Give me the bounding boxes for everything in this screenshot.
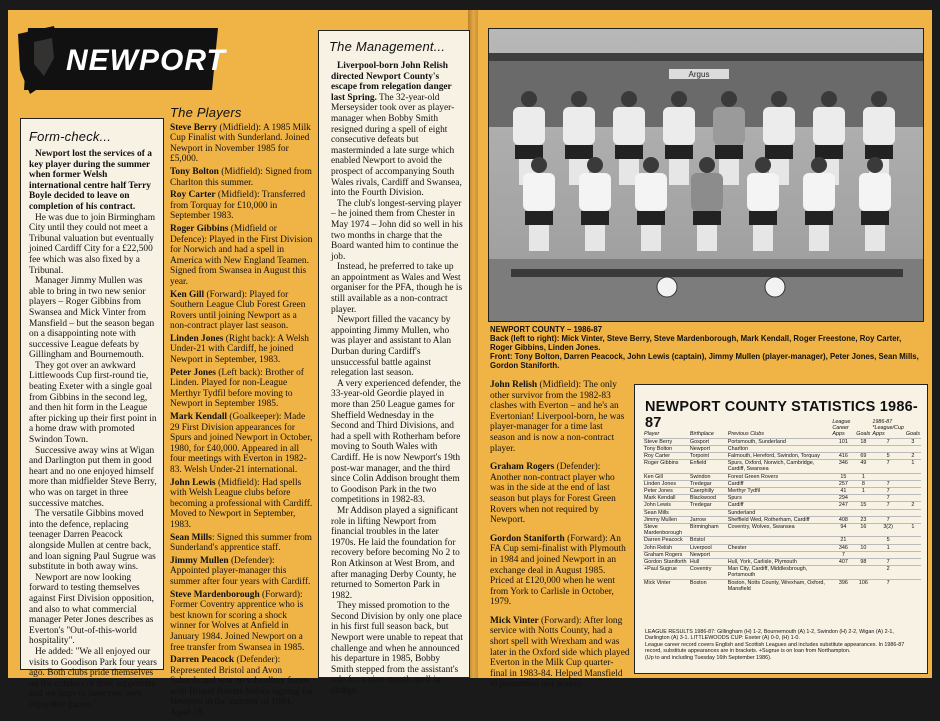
player-bio: (Forward): Former Coventry apprentice who is best known for scoring a shock winner for Wolves at Anfield in January 1984. Joined Newport on a free transfer from Swansea in 1985. [170,589,305,653]
player-name: Roy Carter [170,190,216,201]
player-bio: (Right back): A Welsh Under-21 with Cardiff, he joined Newport in September, 1983. [170,333,309,366]
cell-player: Peter Jones [643,488,689,495]
statistics-table [643,419,921,592]
players-column [170,105,314,721]
cell-birthplace: Boston [689,579,727,592]
cell-birthplace: Tredegar [689,502,727,509]
cell-season-apps: 7 [871,438,904,445]
cell-season-goals: 2 [905,502,921,509]
cell-season-goals [905,488,921,495]
header-birthplace: Birthplace [689,431,714,438]
cell-league-apps: 396 [831,579,855,592]
player-name: Tony Bolton [170,166,219,177]
form-check-paragraph: Successive away wins at Wigan and Darlington put them in good heart and no one enjoyed himself more than midfielder Steve Berry, who was on target in three successive matches. [29,445,157,509]
team-photo [488,28,924,322]
cell-birthplace: Hull [689,559,727,566]
statistics-row [643,551,921,558]
header-season-goals: Goals [905,431,920,438]
cell-birthplace: Jarrow [689,516,727,523]
cell-player: Tony Bolton [643,445,689,452]
player-entry [170,590,314,654]
cell-league-apps: 101 [831,438,855,445]
cell-previous-clubs: Hull, York, Carlisle, Plymouth [727,559,832,566]
management-lead: Liverpool-born John Relish directed Newport County's escape from relegation danger last Spring. [331,61,452,103]
cell-league-apps: 247 [831,502,855,509]
player-entry [490,534,630,608]
player-entry [170,123,314,165]
player-bio: : Signed this summer from Sunderland's apprentice staff. [170,532,312,554]
player-bio: (Midfield): Had spells with Welsh League clubs before becoming a professional with Cardiff. Moved to Newport in September, 1983. [170,477,313,530]
cell-birthplace: Tredegar [689,480,727,487]
cell-league-apps: 94 [831,524,855,537]
player-entry [170,190,314,222]
header-player: Player [644,431,660,438]
cell-season-goals [905,566,921,579]
cell-league-goals [855,551,871,558]
statistics-row [643,453,921,460]
form-check-heading: Form-check... [29,129,112,144]
cell-previous-clubs [727,551,832,558]
cell-previous-clubs: Merthyr Tydfil [727,488,832,495]
caption-back-row: Back (left to right): Mick Vinter, Steve Berry, Steve Mardenborough, Mark Kendall, Roger Freestone, Roy Carter, Roger Gibbins, Linden Jones. [490,334,902,352]
cell-league-apps [831,566,855,579]
cell-league-goals [855,509,871,516]
caption-front-row: Front: Tony Bolton, Darren Peacock, John Lewis (captain), Jimmy Mullen (player-manager), Peter Jones, Sean Mills, Gordon Staniforth. [490,352,919,370]
cell-player: Gordon Staniforth [643,559,689,566]
player-name: Gordon Staniforth [490,533,565,544]
cell-birthplace [689,509,727,516]
cell-season-apps: 5 [871,537,904,544]
cell-league-apps [831,509,855,516]
cell-season-apps: 1 [871,544,904,551]
cell-league-apps: 15 [831,473,855,480]
cell-league-apps: 346 [831,460,855,473]
cell-player: Sean Mills [643,509,689,516]
statistics-panel [634,384,928,674]
cell-league-apps: 257 [831,480,855,487]
cell-season-apps: 7 [871,559,904,566]
cell-player: Graham Rogers [643,551,689,558]
cell-season-apps [871,509,904,516]
stand-sign-text: Argus [688,70,710,79]
player-bio: (Goalkeeper): Made 29 First Division appearances for Spurs and joined Newport in October, 1980, for £40,000. Appeared in all four meetings with Everton in 1982-83. Welsh Under-21 international. [170,412,313,475]
cell-player: John Relish [643,544,689,551]
cell-previous-clubs: Spurs, Oxford, Norwich, Cambridge, Cardiff, Swansea [727,460,832,473]
cell-league-goals: 49 [855,460,871,473]
cell-previous-clubs: Sheffield Wed, Rotherham, Cardiff [727,516,832,523]
cell-player: Ken Gill [643,473,689,480]
cell-league-apps: 21 [831,537,855,544]
player-bio: (Defender): Represented Bristol and Avon Schools and was on schoolboy forms with Bristol Rovers before signing for Newport in the summer of 1984. Aged 18. [170,655,313,719]
statistics-row [643,460,921,473]
statistics-row [643,445,921,452]
cell-league-goals: 98 [855,559,871,566]
statistics-notes [645,629,917,661]
cell-previous-clubs [727,537,832,544]
player-name: Steve Mardenborough [170,589,260,600]
statistics-body [643,438,921,592]
header-league-goals: Goals [856,431,871,438]
cell-player: Jimmy Mullen [643,516,689,523]
statistics-row [643,502,921,509]
player-name: Jimmy Mullen [170,555,229,566]
cell-season-goals [905,480,921,487]
cell-previous-clubs: Coventry, Wolves, Swansea [727,524,832,537]
player-entry [170,368,314,410]
player-name: Linden Jones [170,333,224,344]
cell-player: John Lewis [643,502,689,509]
cell-player: Steve Mardenborough [643,524,689,537]
cell-birthplace: Newport [689,551,727,558]
cell-season-apps: 3(2) [871,524,904,537]
cell-player: Mark Kendall [643,495,689,502]
cell-season-goals [905,544,921,551]
cell-season-apps: 7 [871,502,904,509]
statistics-row [643,559,921,566]
player-name: Steve Berry [170,122,218,133]
cell-season-goals [905,551,921,558]
cell-birthplace: Newport [689,445,727,452]
cell-league-apps [831,445,855,452]
cell-league-goals: 1 [855,473,871,480]
statistics-row [643,566,921,579]
cell-league-apps: 7 [831,551,855,558]
statistics-row [643,516,921,523]
cell-birthplace: Birmingham [689,524,727,537]
cell-league-apps: 408 [831,516,855,523]
player-name: Graham Rogers [490,462,555,473]
management-paragraph: Mr Addison played a significant role in lifting Newport from financial troubles in the later 1970s. He laid the foundation for recovery before becoming No 2 to Ron Atkinson at West Brom, and after managing Derby County, he returned to Somerton Park in 1982. [331,505,460,601]
cell-league-goals: 106 [855,579,871,592]
cell-season-goals [905,559,921,566]
cell-league-goals: 1 [855,488,871,495]
player-bio: (Midfield): Transferred from Torquay for £10,000 in September 1983. [170,190,306,222]
cell-player: Darren Peacock [643,537,689,544]
management-paragraph: A very experienced defender, the 33-year-old Geordie played in more than 250 League games for Sheffield Wednesday in the Second and Third Divisions, and had a spell with Rotherham before moving to South Wales with Cardiff. He is now Newport's 19th post-war manager, and the third since Colin Addison brought them to Goodison Park in the two competitions in 1982-83. [331,378,461,506]
form-check-paragraph: He added: "We all enjoyed our visits to Goodison Park four years ago. Both clubs pride themselves on the conduct of their supporters and we hope to have two very enjoyable games." [29,646,157,710]
cell-season-goals [905,445,921,452]
cell-birthplace: Caerphilly [689,488,727,495]
caption-title: NEWPORT COUNTY – 1986-87 [490,325,603,334]
cell-previous-clubs: Spurs [727,495,832,502]
player-name: John Lewis [170,477,216,488]
player-name: Ken Gill [170,289,205,300]
management-lead-paragraph [331,61,463,199]
cell-season-apps: 7 [871,488,904,495]
player-bio: (Midfield): A 1985 Milk Cup Finalist with Sunderland. Joined Newport in November 1985 for £5,000. [170,122,311,165]
cell-birthplace: Gosport [689,438,727,445]
statistics-row [643,480,921,487]
cell-league-apps: 346 [831,544,855,551]
logo-text: NEWPORT [66,44,226,77]
statistics-row [643,509,921,516]
player-entry [490,380,630,454]
cell-previous-clubs: Cardiff [727,480,832,487]
player-bio: (Midfield or Defence): Played in the First Division for Norwich and had a spell in America with New England Teamen. Signed from Swansea in August this year. [170,223,313,287]
team-photo-illustration [489,29,923,321]
cell-season-goals [905,516,921,523]
cell-previous-clubs: Charlton [727,445,832,452]
player-bio: (Forward): An FA Cup semi-finalist with Plymouth in 1984 and joined Newport in an exchange deal in August 1985. Priced at £120,000 when he went from York to Carlisle in October, 1979. [490,533,626,608]
statistics-row [643,544,921,551]
cell-player: Mick Vinter [643,579,689,592]
cell-league-goals: 18 [855,438,871,445]
player-bio: (Defender): Another non-contract player who was in the side at the end of last season but plays for Forest Green Rovers when not required by Newport. [490,462,616,526]
player-bio: (Midfield): The only other survivor from the 1982-83 clashes with Everton – and he's an Evertonian! Liverpool-born, he was player-manager for a time last season and is now a non-contract player. [490,380,625,454]
cell-season-goals: 1 [905,460,921,473]
cell-season-apps [871,473,904,480]
player-name: Sean Mills [170,532,212,543]
player-entry [490,616,630,690]
management-heading: The Management... [329,39,446,54]
cell-league-apps: 416 [831,453,855,460]
statistics-row [643,473,921,480]
cell-player: Roy Carter [643,453,689,460]
newport-logo [14,20,228,100]
player-entry [170,533,314,554]
statistics-row [643,495,921,502]
player-entry [170,412,314,476]
cell-season-goals [905,473,921,480]
cell-league-apps: 407 [831,559,855,566]
statistics-note: LEAGUE RESULTS 1986-87: Gillingham (H) 1-2, Bournemouth (A) 1-2, Swindon (H) 2-2, Wigan (A) 2-1, Darlington (A) 3-1. LITTLEWOODS CUP: Exeter (A) 0-0, (H) 1-0. [645,629,894,642]
cell-season-goals: 1 [905,524,921,537]
form-check-text [29,149,159,710]
cell-season-goals: 2 [905,453,921,460]
cell-birthplace: Enfield [689,460,727,473]
statistics-note: (Up to and including Tuesday 16th September 1986). [645,654,772,661]
statistics-row [643,579,921,592]
cell-league-goals: 23 [855,516,871,523]
cell-player: Linden Jones [643,480,689,487]
statistics-row [643,524,921,537]
form-check-paragraph: Manager Jimmy Mullen was able to bring in two new senior players – Roger Gibbins from Swansea and Mick Vinter from Mansfield – but the season began on a disappointing note with successive League defeats by Gillingham and Bournemouth. [29,276,155,361]
management-paragraph: They missed promotion to the Second Division by only one place in his first full season back, but Newport were unable to repeat that challenge and when he announced his departure in 1985, Bobby Smith stepped from the assistant's role for a nine-month spell in charge. [331,601,463,697]
cell-season-apps [871,445,904,452]
statistics-note: League career record covers English and Scottish Leagues and includes substitute appearances. In 1986-87 record, substitute appearances are in brackets. +Sugrue is on loan from Northampton. [645,641,905,655]
form-check-paragraph: They got over an awkward Littlewoods Cup first-round tie, beating Exeter with a single goal from Gibbins in the second leg, and then hit form in the League after picking up their first point in a home draw with promoted Swindon Town. [29,360,157,446]
management-text [331,61,463,697]
cell-season-goals: 3 [905,438,921,445]
form-check-lead: Newport lost the services of a key player during the summer when former Welsh international centre half Terry Boyle decided to leave on completion of his contract. [29,149,152,212]
cell-season-goals [905,495,921,502]
cell-league-goals: 69 [855,453,871,460]
player-name: Peter Jones [170,367,216,378]
cell-season-apps: 7 [871,480,904,487]
players-heading: The Players [170,105,242,120]
cell-previous-clubs: Cardiff [727,502,832,509]
player-name: Roger Gibbins [170,223,229,234]
cell-season-goals [905,509,921,516]
cell-season-goals [905,537,921,544]
cell-season-apps: 5 [871,453,904,460]
management-paragraph: Instead, he preferred to take up an appointment as Wales and West organiser for the PFA, though he is still available as a non-contract player. [331,262,463,315]
cell-player: Steve Berry [643,438,689,445]
form-check-panel [20,118,164,710]
player-entry [170,478,314,531]
player-entry [170,290,314,332]
cell-birthplace: Bristol [689,537,727,544]
cell-player: +Paul Sugrue [643,566,689,579]
player-bio: (Forward): After long service with Notts County, had a short spell with Wrexham and was later in the Oxford side which played Everton in the Milk Cup quarter-final in 1983-84. Helped Mansfield to promotion last season. [490,615,630,690]
cell-league-goals [855,537,871,544]
form-check-paragraph: The versatile Gibbins moved into the defence, replacing teenager Darren Peacock alongside Mullen at centre back, and loan signing Paul Sugrue was substitute in both away wins. [29,509,156,573]
header-league-apps: League Career Apps [832,419,851,438]
cell-previous-clubs: Falmouth, Hereford, Swindon, Torquay [727,453,832,460]
cell-season-apps: 7 [871,460,904,473]
cell-previous-clubs: Chester [727,544,832,551]
cell-league-goals [855,495,871,502]
cell-birthplace: Coventry [689,566,727,579]
right-players-column [490,380,630,698]
cell-birthplace: Blackwood [689,495,727,502]
player-name: John Relish [490,380,538,390]
cell-league-goals: 16 [855,524,871,537]
statistics-row [643,537,921,544]
statistics-title: NEWPORT COUNTY STATISTICS 1986-87 [645,399,918,431]
cell-league-apps: 294 [831,495,855,502]
cell-league-goals [855,566,871,579]
cell-previous-clubs: Forest Green Rovers [727,473,832,480]
cell-player: Roger Gibbins [643,460,689,473]
player-entry [170,224,314,288]
cell-league-goals: 10 [855,544,871,551]
cell-league-goals: 8 [855,480,871,487]
cell-season-apps: 7 [871,495,904,502]
player-bio: (Forward): Played for Southern League Club Forest Green Rovers until joining Newport as a non-contract player last season. [170,289,306,332]
statistics-row [643,438,921,445]
form-check-paragraph: Newport are now looking forward to testing themselves against First Division opposition, and also to what commercial manager Peter Jones describes as Everton's "Out-of-this-world hospitality". [29,572,155,647]
cell-season-goals [905,579,921,592]
management-panel [318,30,470,697]
header-season-apps: 1986-87 *League/Cup Apps [872,419,904,438]
cell-previous-clubs: Boston, Notts County, Wrexham, Oxford, Mansfield [727,579,832,592]
cell-previous-clubs: Man City, Cardiff, Middlesbrough, Portsmouth [727,566,832,579]
form-check-paragraph: He was due to join Birmingham City until they could not meet a Tribunal valuation but eventually joined Cardiff City for a £22,500 fee which was also fixed by a Tribunal. [29,212,156,276]
player-entry [170,167,314,188]
cell-league-apps: 41 [831,488,855,495]
player-bio: (Midfield): Signed from Charlton this summer. [170,166,312,188]
player-entry [170,556,314,588]
header-previous-clubs: Previous Clubs [727,431,764,438]
cell-season-apps [871,551,904,558]
player-name: Darren Peacock [170,655,235,666]
cell-league-goals: 15 [855,502,871,509]
statistics-header-row [643,419,921,438]
management-paragraph: Newport filled the vacancy by appointing Jimmy Mullen, who was player and assistant to Alan Durban during Cardiff's unsuccessful battle against relegation last season. [331,315,452,379]
player-name: Mark Kendall [170,412,228,423]
player-entry [170,334,314,366]
player-entry [490,462,630,526]
cell-season-apps: 7 [871,579,904,592]
player-bio: (Defender): Appointed player-manager this summer after four years with Cardiff. [170,555,311,587]
cell-season-apps: 2 [871,566,904,579]
photo-caption [490,325,920,370]
cell-birthplace: Torpoint [689,453,727,460]
cell-season-apps: 7 [871,516,904,523]
player-bio: (Left back): Brother of Linden. Played for non-League Merthyr Tydfil before moving to Newport in September 1985. [170,367,304,410]
player-name: Mick Vinter [490,615,539,626]
management-paragraph: The club's longest-serving player – he joined them from Chester in May 1974 – John did so well in his two months in charge that the Board wanted him to continue the job. [331,198,463,262]
statistics-row [643,488,921,495]
cell-birthplace: Liverpool [689,544,727,551]
management-lead-cont: The 32-year-old Merseysider took over as player-manager when Bobby Smith resigned during a spell of eight consecutive defeats but masterminded a late surge which enabled Newport to avoid the prospect of accompanying South Wales rivals, Cardiff and Swansea, into the Fourth Division. [331,92,462,199]
cell-birthplace: Swindon [689,473,727,480]
cell-league-goals [855,445,871,452]
cell-previous-clubs: Sunderland [727,509,832,516]
cell-previous-clubs: Portsmouth, Sunderland [727,438,832,445]
